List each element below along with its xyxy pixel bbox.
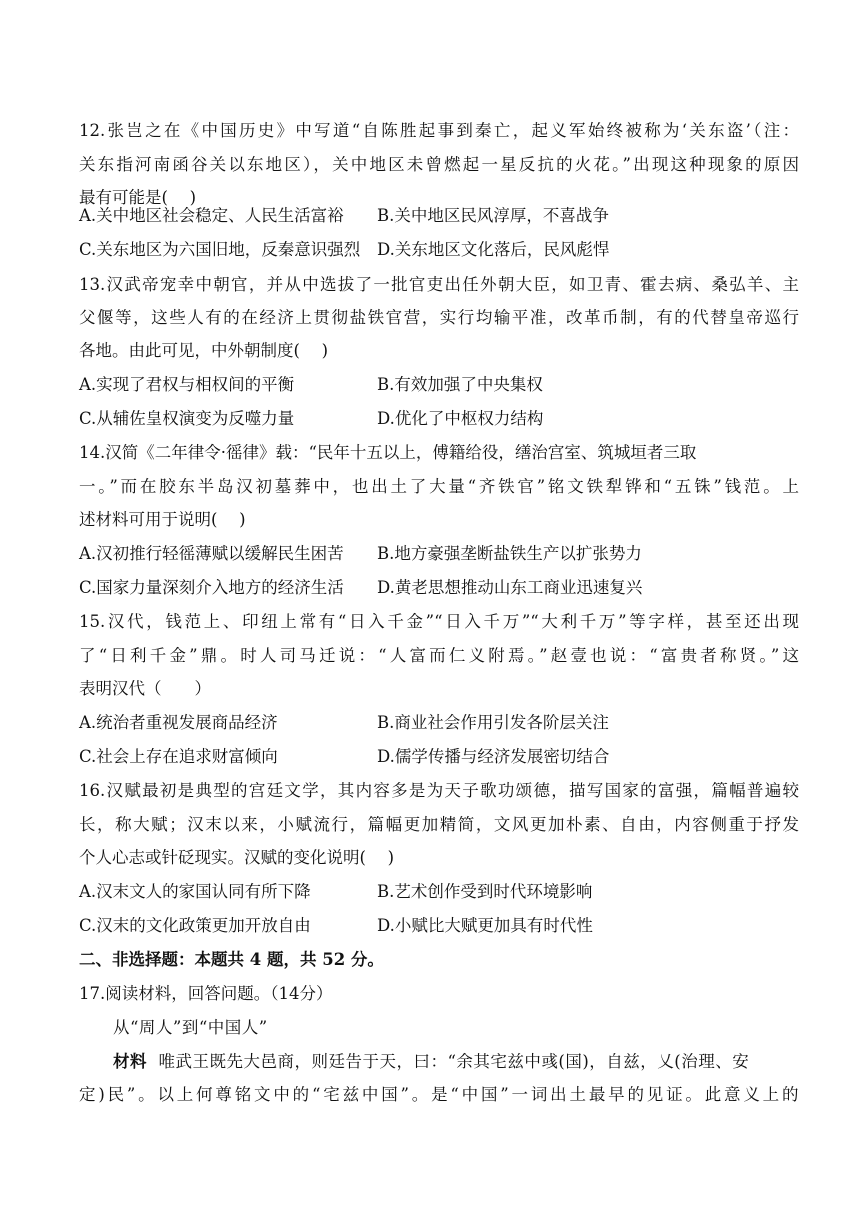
q14-option-b[interactable]: B.地方豪强垄断盐铁生产以扩张势力 (377, 544, 642, 563)
section-2-heading: 二、非选择题：本题共 4 题，共 52 分。 (79, 950, 384, 969)
q15-option-d[interactable]: D.儒学传播与经济发展密切结合 (377, 747, 610, 766)
q13-stem-line-3: 各地。由此可见，中外朝制度( ) (79, 341, 329, 360)
q17-material-line-1 (113, 1045, 799, 1079)
q13-option-a[interactable]: A.实现了君权与相权间的平衡 (79, 375, 295, 394)
material-text-1: 唯武王既先大邑商，则廷告于天，曰：“余其宅兹中彧(国)，自兹，乂(治理、安 (158, 1052, 750, 1071)
q17-subtitle: 从“周人”到“中国人” (113, 1018, 268, 1037)
q15-option-a[interactable]: A.统治者重视发展商品经济 (79, 713, 278, 732)
q12-option-c[interactable]: C.关东地区为六国旧地，反秦意识强烈 (79, 240, 361, 259)
q17-stem: 17.阅读材料，回答问题。（14分） (79, 984, 333, 1003)
q12-option-a[interactable]: A.关中地区社会稳定、人民生活富裕 (79, 206, 344, 225)
q14-stem-line-2: 一。”而在胶东半岛汉初墓葬中，也出土了大量“齐铁官”铭文铁犁铧和“五铢”钱范。上 (79, 477, 799, 496)
q15-option-c[interactable]: C.社会上存在追求财富倾向 (79, 747, 278, 766)
q16-option-c[interactable]: C.汉末的文化政策更加开放自由 (79, 916, 311, 935)
q15-stem-line-1: 15.汉代，钱范上、印纽上常有“日入千金”“日入千万”“大利千万”等字样，甚至还出现 (79, 612, 799, 631)
q13-option-c[interactable]: C.从辅佐皇权演变为反噬力量 (79, 409, 295, 428)
q13-option-d[interactable]: D.优化了中枢权力结构 (377, 409, 544, 428)
q13-stem-line-1: 13.汉武帝宠幸中朝官，并从中选拔了一批官吏出任外朝大臣，如卫青、霍去病、桑弘羊、主 (79, 275, 799, 294)
q13-stem-line-2: 父偃等，这些人有的在经济上贯彻盐铁官营，实行均输平准，改革币制，有的代替皇帝巡行 (79, 308, 799, 327)
q14-stem-line-3: 述材料可用于说明( ) (79, 510, 246, 529)
q16-option-d[interactable]: D.小赋比大赋更加具有时代性 (377, 916, 593, 935)
q15-option-b[interactable]: B.商业社会作用引发各阶层关注 (377, 713, 609, 732)
q15-stem-line-2: 了“日利千金”鼎。时人司马迁说：“人富而仁义附焉。”赵壹也说：“富贵者称贤。”这 (79, 646, 799, 665)
q17-material-line-2: 定)民”。以上何尊铭文中的“宅兹中国”。是“中国”一词出土最早的见证。此意义上的 (79, 1085, 799, 1104)
q16-option-a[interactable]: A.汉末文人的家国认同有所下降 (79, 882, 311, 901)
q12-stem-line-3: 最有可能是( ) (79, 188, 197, 207)
material-label: 材料 (113, 1052, 147, 1071)
q16-stem-line-2: 长，称大赋；汉末以来，小赋流行，篇幅更加精简，文风更加朴素、自由，内容侧重于抒发 (79, 815, 799, 834)
q12-option-b[interactable]: B.关中地区民风淳厚，不喜战争 (377, 206, 609, 225)
q16-option-b[interactable]: B.艺术创作受到时代环境影响 (377, 882, 593, 901)
q14-option-d[interactable]: D.黄老思想推动山东工商业迅速复兴 (377, 578, 643, 597)
q12-stem-line-2: 关东指河南函谷关以东地区），关中地区未曾燃起一星反抗的火花。”出现这种现象的原因 (79, 155, 799, 174)
q16-stem-line-3: 个人心志或针砭现实。汉赋的变化说明( ) (79, 848, 395, 867)
q12-stem-line-1: 12.张岂之在《中国历史》中写道“自陈胜起事到秦亡，起义军始终被称为‘关东盗’（注： (79, 121, 799, 140)
q15-stem-line-3: 表明汉代（ ） (79, 679, 211, 698)
q12-option-d[interactable]: D.关东地区文化落后，民风彪悍 (377, 240, 610, 259)
q14-option-a[interactable]: A.汉初推行轻徭薄赋以缓解民生困苦 (79, 544, 344, 563)
q13-option-b[interactable]: B.有效加强了中央集权 (377, 375, 543, 394)
q14-stem-line-1: 14.汉简《二年律令·徭律》载：“民年十五以上，傅籍给役，缮治宫室、筑城垣者三取 (79, 443, 697, 462)
q16-stem-line-1: 16.汉赋最初是典型的宫廷文学，其内容多是为天子歌功颂德，描写国家的富强，篇幅普遍较 (79, 781, 799, 800)
q14-option-c[interactable]: C.国家力量深刻介入地方的经济生活 (79, 578, 344, 597)
